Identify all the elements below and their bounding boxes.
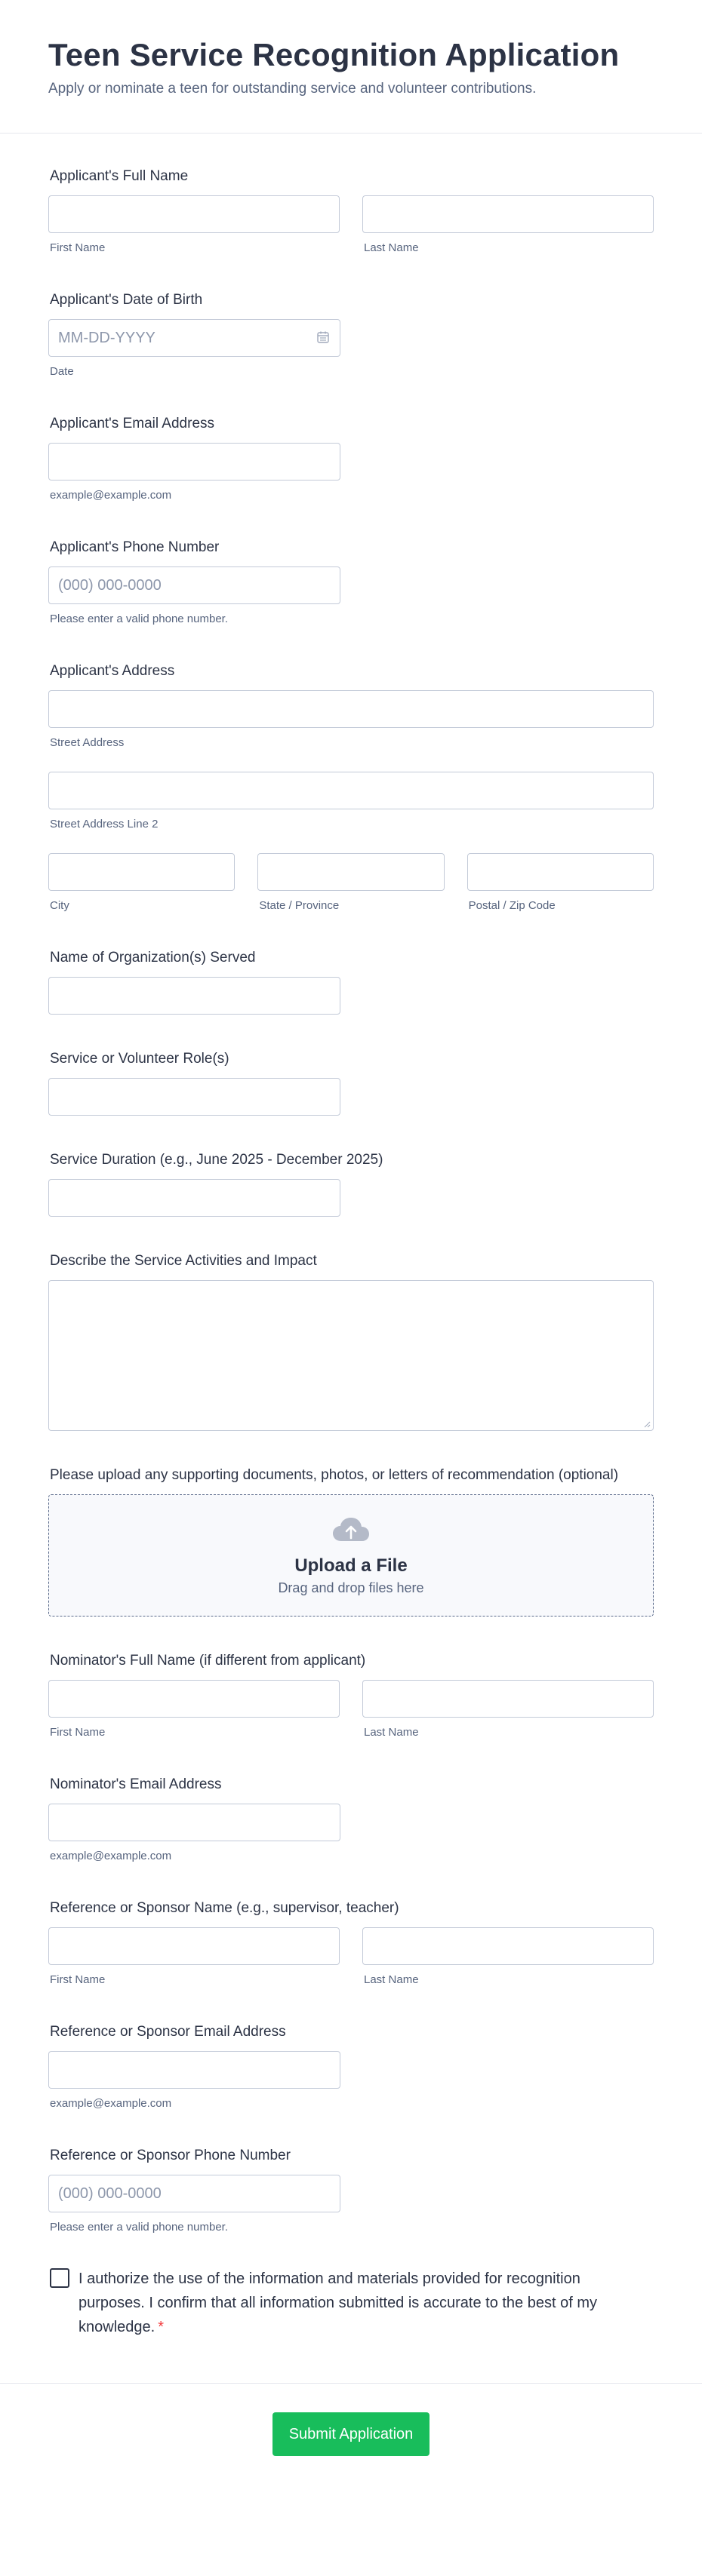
reference-name-label: Reference or Sponsor Name (e.g., supervisor, teacher) [50, 1900, 399, 1916]
reference-phone-sublabel: Please enter a valid phone number. [50, 2221, 228, 2234]
reference-email-input[interactable] [48, 2051, 340, 2089]
submit-area [0, 2383, 702, 2501]
reference-name-field [48, 1899, 654, 1988]
dob-label: Applicant's Date of Birth [50, 292, 203, 308]
nominator-email-field [48, 1775, 654, 1864]
reference-phone-field [48, 2146, 654, 2235]
address-field [48, 662, 654, 913]
nominator-first-name-sublabel: First Name [50, 1726, 106, 1739]
upload-label: Please upload any supporting documents, photos, or letters of recommendation (optional) [50, 1467, 619, 1483]
role-label: Service or Volunteer Role(s) [50, 1051, 229, 1067]
nominator-email-sublabel: example@example.com [50, 1850, 172, 1862]
upload-dropzone[interactable] [48, 1494, 654, 1617]
reference-email-field [48, 2022, 654, 2111]
role-field [48, 1049, 654, 1116]
nominator-first-name-input[interactable] [48, 1680, 340, 1718]
zip-sublabel: Postal / Zip Code [468, 899, 556, 912]
applicant-first-name-input[interactable] [48, 195, 340, 233]
zip-input[interactable] [467, 853, 654, 891]
form-header [0, 0, 702, 134]
dob-sublabel: Date [50, 365, 74, 378]
required-mark: * [158, 2319, 164, 2335]
activities-textarea[interactable] [48, 1280, 654, 1431]
applicant-email-input[interactable] [48, 443, 340, 481]
consent-text: I authorize the use of the information and materials provided for recognition purposes. I confirm that all information submitted is accurate to the best of my knowledge. [79, 2271, 597, 2335]
consent-field [48, 2267, 654, 2383]
reference-phone-label: Reference or Sponsor Phone Number [50, 2148, 291, 2163]
consent-label [79, 2267, 622, 2339]
applicant-last-name-sublabel: Last Name [364, 241, 419, 254]
resize-grip-icon[interactable] [643, 1420, 651, 1428]
calendar-icon[interactable] [316, 330, 330, 344]
city-sublabel: City [50, 899, 69, 912]
role-input[interactable] [48, 1078, 340, 1116]
nominator-name-label: Nominator's Full Name (if different from applicant) [50, 1653, 366, 1669]
duration-input[interactable] [48, 1179, 340, 1217]
applicant-phone-label: Applicant's Phone Number [50, 539, 220, 555]
street-address-line2-sublabel: Street Address Line 2 [50, 818, 159, 831]
applicant-email-field [48, 414, 654, 503]
organization-field [48, 948, 654, 1015]
upload-field [48, 1466, 654, 1617]
street-address-line2-input[interactable] [48, 772, 654, 809]
applicant-phone-sublabel: Please enter a valid phone number. [50, 613, 228, 625]
reference-first-name-sublabel: First Name [50, 1973, 106, 1986]
organization-input[interactable] [48, 977, 340, 1015]
address-label: Applicant's Address [50, 663, 175, 679]
street-address-sublabel: Street Address [50, 736, 125, 749]
nominator-email-input[interactable] [48, 1804, 340, 1841]
form-body [0, 134, 702, 2383]
duration-field [48, 1150, 654, 1217]
activities-field [48, 1251, 654, 1431]
applicant-last-name-input[interactable] [362, 195, 654, 233]
reference-first-name-input[interactable] [48, 1927, 340, 1965]
applicant-first-name-sublabel: First Name [50, 241, 106, 254]
nominator-email-label: Nominator's Email Address [50, 1776, 222, 1792]
applicant-name-field [48, 167, 654, 256]
nominator-last-name-input[interactable] [362, 1680, 654, 1718]
page-subtitle: Apply or nominate a teen for outstanding service and volunteer contributions. [48, 81, 537, 97]
cloud-upload-icon [331, 1515, 371, 1544]
dob-input[interactable] [48, 319, 340, 357]
reference-last-name-input[interactable] [362, 1927, 654, 1965]
applicant-name-label: Applicant's Full Name [50, 168, 189, 184]
applicant-phone-field [48, 538, 654, 627]
state-input[interactable] [257, 853, 444, 891]
street-address-input[interactable] [48, 690, 654, 728]
activities-label: Describe the Service Activities and Impact [50, 1253, 317, 1269]
nominator-name-field [48, 1651, 654, 1740]
consent-checkbox[interactable] [50, 2268, 69, 2288]
duration-label: Service Duration (e.g., June 2025 - December 2025) [50, 1152, 383, 1168]
organization-label: Name of Organization(s) Served [50, 950, 256, 966]
nominator-last-name-sublabel: Last Name [364, 1726, 419, 1739]
reference-last-name-sublabel: Last Name [364, 1973, 419, 1986]
upload-subtitle: Drag and drop files here [278, 1580, 424, 1595]
dob-field [48, 290, 654, 379]
upload-title: Upload a File [294, 1555, 408, 1576]
page-title: Teen Service Recognition Application [48, 37, 620, 72]
applicant-phone-input[interactable] [48, 566, 340, 604]
state-sublabel: State / Province [259, 899, 340, 912]
reference-phone-input[interactable] [48, 2175, 340, 2212]
applicant-email-label: Applicant's Email Address [50, 416, 215, 431]
reference-email-label: Reference or Sponsor Email Address [50, 2024, 286, 2040]
submit-application-button[interactable]: Submit Application [272, 2412, 430, 2456]
applicant-email-sublabel: example@example.com [50, 489, 172, 502]
city-input[interactable] [48, 853, 235, 891]
reference-email-sublabel: example@example.com [50, 2097, 172, 2110]
